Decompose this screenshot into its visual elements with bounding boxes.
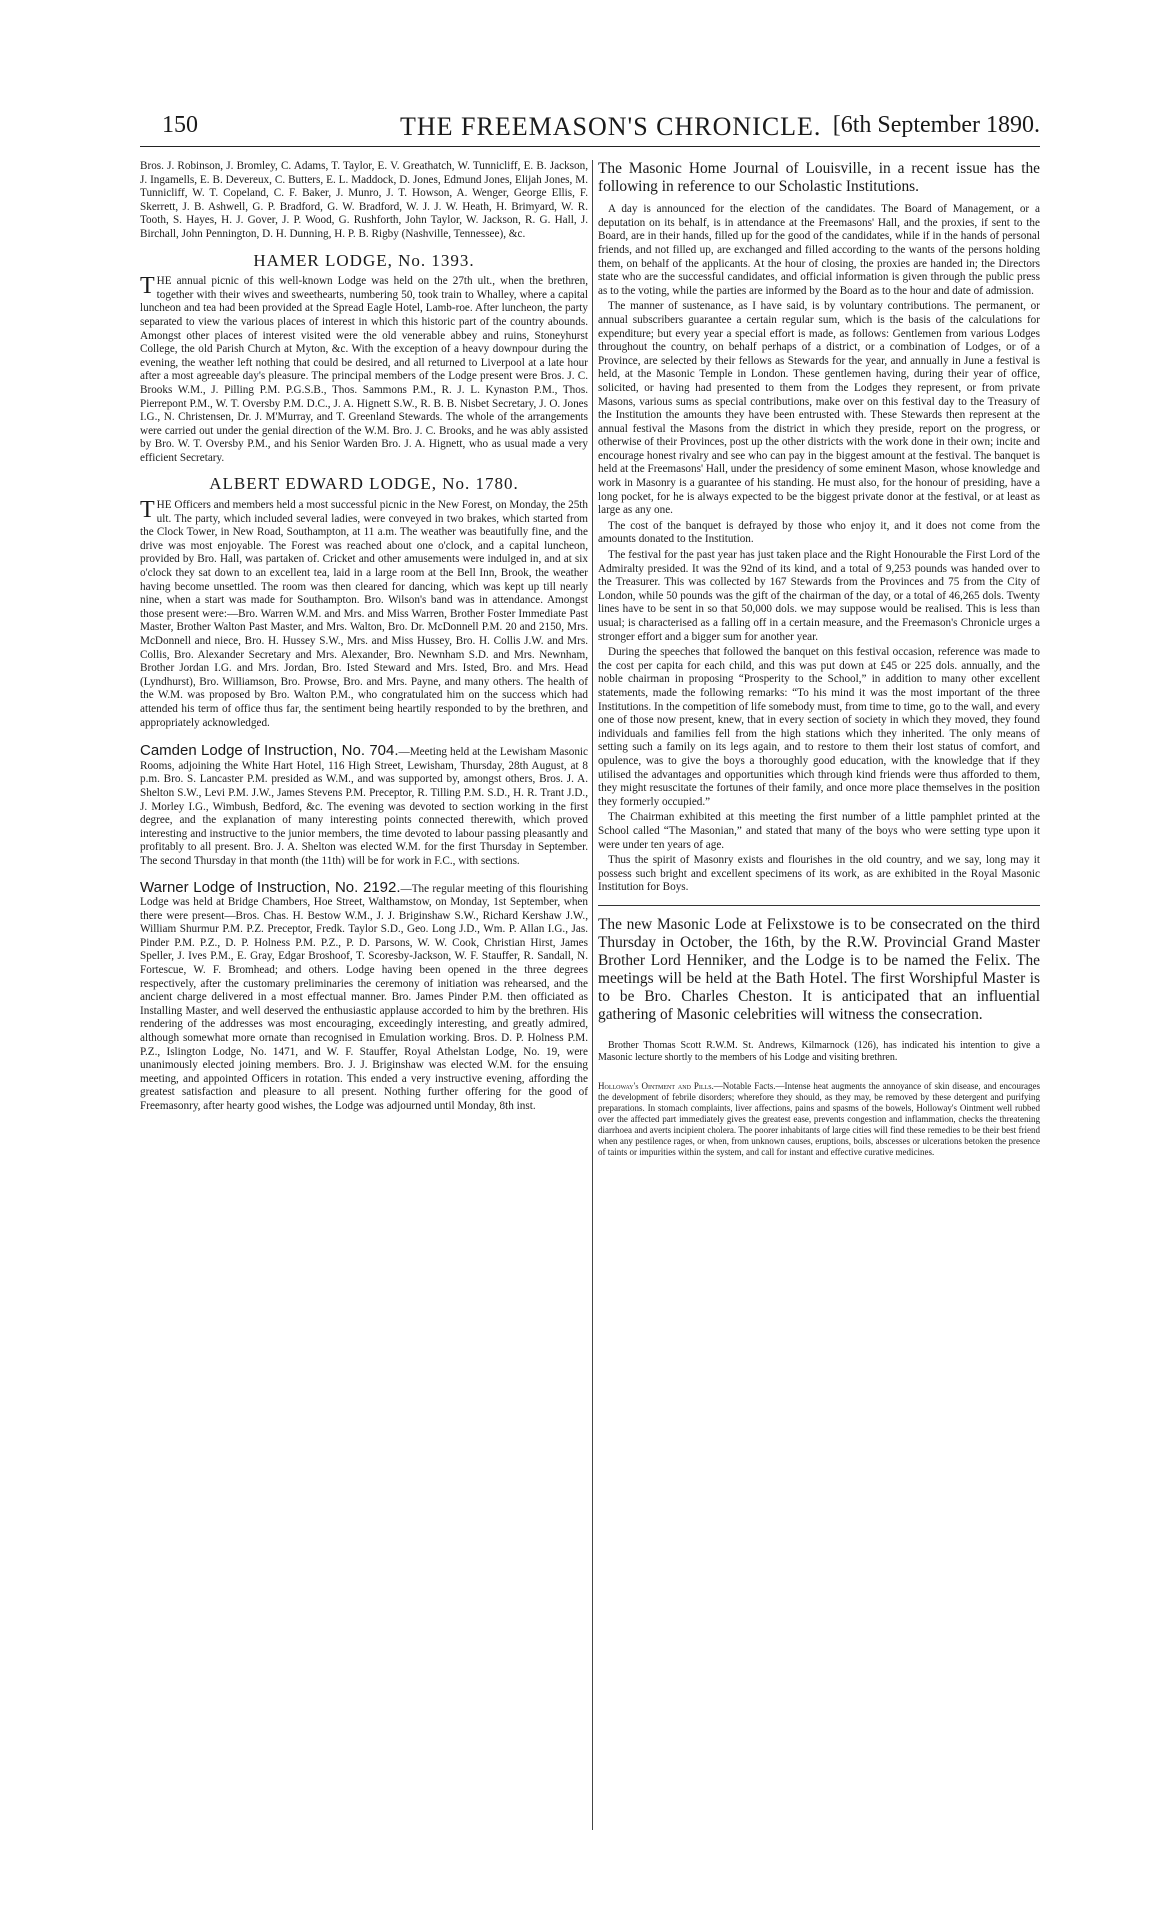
camden-lodge-text: —Meeting held at the Lewisham Masonic Rooms, adjoining the White Hart Hotel, 116 High Street, Lewisham, Thursday, 28th August, at 8 p.m. Bro. S. Lancaster P.M. presided as W.M., and was supported by, amongst others, Bros. J. A. Shelton S.W., Levi P.M. J.W., James Stevens P.M. Preceptor, R. Tilling P.M. S.D., H. R. Trant J.D., J. Morley I.G., Wimbush, Bedford, &c. The evening was devoted to section working in the first degree, and the explanation of many interesting points connected therewith, which proved interesting and instructive to the junior members, the time devoted to labour passing pleasantly and profitably to all present. Bro. J. A. Shelton was elected W.M. for the first Thursday in September. The second Thursday in that month (the 11th) will be for work in F.C., with sections. [140,746,588,867]
holloway-lead: Holloway's Ointment and Pills. [598,1080,714,1091]
left-column [140,160,588,1116]
holloway-text: —Notable Facts.—Intense heat augments the annoyance of skin disease, and encourages the development of febrile disorders; wherefore they should, as they may, be removed by these detergent and purifying preparations. In stomach complaints, liver affections, pains and spasms of the bowels, Holloway's Ointment well rubbed over the affected part immediately gives the greatest ease, prevents congestion and inflammation, checks the threatening diarrhoea and averts incipient cholera. The poorer inhabitants of large cities will find these remedies to be their best friend when any pestilence rages, or when, from unknown causes, eruptions, boils, abscesses or ulcerations betoken the presence of taints or impurities within the system, and call for instant and effective curative medicines. [598,1080,1040,1157]
holloway-advertisement [598,1081,1040,1158]
hamer-lodge-heading: HAMER LODGE, No. 1393. [253,250,475,270]
article-paragraph: A day is announced for the election of the candidates. The Board of Management, or a deputation on its behalf, is in attendance at the Freemasons' Hall, and the proxies, if sent to the Board, are in their hands, filled up for the good of the candidates, while if in the hands of personal friends, and not filled up, are exchanged and filled according to the wants of the persons holding them, on behalf of the applicants. At the hour of closing, the proxies are handed in; the Directors state who are the successful candidates, and official information is given through the public press as to the voting, while the parties are informed by the Board as to the hour and date of admission. [598,203,1040,297]
warner-lodge-text: —The regular meeting of this flourishing Lodge was held at Bridge Chambers, Hoe Street, Walthamstow, on Monday, 1st September, when there were present—Bros. Chas. H. Bestow W.M., J. J. Briginshaw S.W., Richard Kershaw J.W., William Shurmur P.M. P.Z. Preceptor, Fredk. Taylor S.D., Geo. Long J.D., Wm. P. Allan I.G., Jas. Pinder P.M. P.Z., D. P. Holness P.M. P.Z., P. D. Parsons, W. W. Cook, Christian Hirst, James Speller, J. Ives P.M., E. Gray, Edgar Broshoof, T. Scoresby-Jackson, W. F. Stauffer, R. Sandall, N. Fortescue, W. F. Bromhead; and others. Lodge having been opened in the three degrees respectively, after the customary preliminaries the ceremony of initiation was rehearsed, and the ancient charge delivered in a most effectual manner. Bro. James Pinder P.M. then officiated as Installing Master, and well deserved the enthusiastic applause accorded to him by the brethren. His rendering of the addresses was most encouraging, exceedingly interesting, and greatly admired, although somewhat more ornate than recognised in Emulation working. Bros. D. P. Holness P.M. P.Z., Islington Lodge, No. 1471, and W. F. Stauffer, Royal Athelstan Lodge, No. 19, were unanimously elected joining members. Bro. J. J. Briginshaw was elected W.M. for the ensuing meeting, and appointed Officers in rotation. This ended a very instructive evening, affording the greatest satisfaction and pleasure to all present. Nothing further offering for the good of Freemasonry, after hearty good wishes, the Lodge was adjourned until Monday, 8th inst. [140,882,588,1112]
article-paragraph: Thus the spirit of Masonry exists and flourishes in the old country, and we say, long may it possess such bright and excellent specimens of its work, as are exhibited in the Royal Masonic Institution for Boys. [598,854,1040,894]
scott-lecture-notice: Brother Thomas Scott R.W.M. St. Andrews, Kilmarnock (126), has indicated his intention to give a Masonic lecture shortly to the members of his Lodge and visiting brethren. [598,1039,1040,1064]
column-divider [592,160,593,1830]
right-column [598,160,1040,1160]
felixstowe-notice: The new Masonic Lode at Felixstowe is to be consecrated on the third Thursday in October, the 16th, by the R.W. Provincial Grand Master Brother Lord Henniker, and the Lodge is to be named the Felix. The meetings will be held at the Bath Hotel. The first Worshipful Master is to be Bro. Charles Cheston. It is anticipated that an influential gathering of Masonic celebrities will witness the consecration. [598,915,1040,1023]
page-header [140,112,1040,147]
member-list-continuation: Bros. J. Robinson, J. Bromley, C. Adams, T. Taylor, E. V. Greathatch, W. Tunnicliff, E. B. Jackson, J. Ingamells, E. B. Devereux, C. Butters, E. L. Maddock, D. Jones, Edmund Jones, Elijah Jones, M. Tunnicliff, W. T. Copeland, C. F. Baker, J. Munro, J. T. Howson, A. Wenger, George Ellis, F. Skerrett, J. B. Ashwell, G. P. Bradford, G. W. Bradford, W. J. J. W. Heath, H. Brimyard, W. R. Tooth, S. Hayes, H. J. Gover, J. P. Wood, G. Rushforth, John Taylor, W. Jackson, R. G. Hall, J. Birchall, John Pennington, D. H. Dunning, H. P. B. Rigby (Nashville, Tennessee), &c. [140,160,588,240]
journal-intro: The Masonic Home Journal of Louisville, in a recent issue has the following in reference to our Scholastic Institutions. [598,160,1040,195]
article-paragraph: The cost of the banquet is defrayed by those who enjoy it, and it does not come from the amounts donated to the Institution. [598,519,1040,546]
article-paragraph: The manner of sustenance, as I have said, is by voluntary contributions. The permanent, or annual subscribers guarantee a certain regular sum, which is the basis of the calculations for expenditure; but every year a special effort is made, as follows: Gentlemen from various Lodges throughout the country, on behalf perhaps of a district, or a combination of Lodges, or of a Province, are selected by their fellows as Stewards for the year, and annually in June a festival is held, at the Masonic Temple in London. These gentlemen having, during their year of office, solicited, or having had presented to them from the Lodges they represent, or from private Masons, various sums as special contributions, make over on this festival day to the Treasury of the Institution the amounts they have been entrusted with. These Stewards then represent at the annual festival the Masons from the district in which they preside, report on the progress, or otherwise of their Provinces, post up the other districts with the work done in their own; incite and encourage honest rivalry and see who can pay in the biggest amount at the festival. The banquet is held at the Freemasons' Hall, under the presidency of some eminent Mason, whose knowledge and work in Masonry is a guarantee of his standing. He must also, for the honour of presiding, have a long pocket, for he is always expected to be the biggest private donor at the festival, or at least as large as any one. [598,300,1040,517]
camden-lodge-lead: Camden Lodge of Instruction, No. 704. [140,742,399,760]
masthead: THE FREEMASON'S CHRONICLE. [400,112,822,141]
albert-edward-lodge-heading: ALBERT EDWARD LODGE, No. 1780. [209,474,519,494]
section-rule [598,905,1040,906]
warner-lodge-paragraph [140,878,588,1114]
article-paragraph: The Chairman exhibited at this meeting the first number of a little pamphlet printed at the School called “The Masonian,” and stated that many of the boys who were setting type upon it were under ten years of age. [598,811,1040,851]
warner-lodge-lead: Warner Lodge of Instruction, No. 2192. [140,878,401,896]
camden-lodge-paragraph [140,744,588,868]
article-paragraph: The festival for the past year has just taken place and the Right Honourable the First Lord of the Admiralty presided. It was the 92nd of its kind, and a total of 9,253 pounds was handed over to the Treasurer. This was collected by 167 Stewards from the Provinces and 75 from the City of London, while 50 pounds was the gift of the chairman of the day, or a total of 46,265 dols. Twenty lines have to be sent in so that 50,000 dols. we may suppose would be realised. This is less than usual; is characterised as a falling off in a certain measure, and the Freemason's Chronicle urges a stronger effort and a bigger sum for another year. [598,549,1040,643]
page-number: 150 [162,112,198,138]
hamer-lodge-report: THE annual picnic of this well-known Lodge was held on the 27th ult., when the brethren, together with their wives and sweethearts, numbering 50, took train to Whalley, where a capital luncheon and tea had been provided at the Spread Eagle Hotel, Lamb-roe. After luncheon, the party separated to view the various places of interest in which this historic part of the country abounds. Amongst other places of interest visited were the old venerable abbey and ruins, Stoneyhurst College, the old Parish Church at Myton, &c. With the exception of a heavy downpour during the evening, the weather left nothing that could be desired, and all returned to Liverpool at a late hour after a most agreeable day's pleasure. The principal members of the Lodge present were Bros. J. C. Brooks W.M., J. Pilling P.M. P.G.S.B., Thos. Sammons P.M., R. J. L. Kynaston P.M., Thos. Pierrepont P.M., W. T. Oversby P.M. D.C., J. A. Hignett S.W., R. B. B. Nisbet Secretary, J. O. Jones I.G., N. Christensen, Dr. J. M'Murray, and T. Greenland Stewards. The whole of the arrangements were carried out under the genial direction of the W.M. Bro. J. C. Brooks, and he was ably assisted by Bro. W. T. Oversby P.M., and his Senior Warden Bro. J. A. Hignett, who as usual made a very efficient Secretary. [140,273,588,464]
albert-edward-lodge-report: THE Officers and members held a most successful picnic in the New Forest, on Monday, the 25th ult. The party, which included several ladies, were conveyed in two brakes, which started from the Clock Tower, in New Road, Southampton, at 11 a.m. The weather was beautifully fine, and the drive was most enjoyable. The Forest was reached about one o'clock, and a capital luncheon, provided by Bro. Hall, was partaken of. Cricket and other amusements were indulged in, and at six o'clock they sat down to an excellent tea, laid in a large room at the Bell Inn, Brook, the weather having become unsettled. The room was then cleared for dancing, which was kept up till nearly nine, when a start was made for Southampton. Bro. Wilson's band was in attendance. Amongst those present were:—Bro. Warren W.M. and Mrs. and Miss Warren, Brother Foster Immediate Past Master, Brother Walton Past Master, and Mrs. Walton, Bro. Dr. McDonnell P.M. 20 and 2150, Mrs. McDonnell and niece, Bro. H. Hussey S.W., Mrs. and Miss Hussey, Bro. H. Collis J.W. and Mrs. Collis, Bro. Alexander Secretary and Mrs. Alexander, Bro. Newnham S.D. and Mrs. Newnham, Brother Jordan I.G. and Mrs. Jordan, Bro. Isted Steward and Mrs. Isted, Bro. and Mrs. Head (Lyndhurst), Bro. Williamson, Bro. Prowse, Bro. and Mrs. Payne, and many others. The health of the W.M. was proposed by Bro. Walton P.M., who congratulated him on the success which had attended his term of office thus far, the sentiment being heartily responded to by the brethren, and appropriately acknowledged. [140,497,588,729]
article-paragraph: During the speeches that followed the banquet on this festival occasion, reference was made to the cost per capita for each child, and this was put down at £45 or 225 dols. annually, and the noble chairman in proposing “Prosperity to the School,” in addition to many other excellent statements, made the following remarks: “To his mind it was the most important of the three Institutions. In the competition of life somebody must, from time to time, go to the wall, and every one of those now present, knew, that in every section of society in which they moved, they found individuals and families fell from the high stations which they inherited. The only means of setting such a family on its legs again, and to restore to them their lost status of comfort, and opulence, was to give the boys a thoroughly good education, with the knowledge that if they utilised the advantages and opportunities which through kind friends were thus afforded to them, they might resuscitate the fortunes of their family, and once more place themselves in the position they formerly occupied.” [598,646,1040,808]
issue-date: [6th September 1890. [832,112,1040,138]
